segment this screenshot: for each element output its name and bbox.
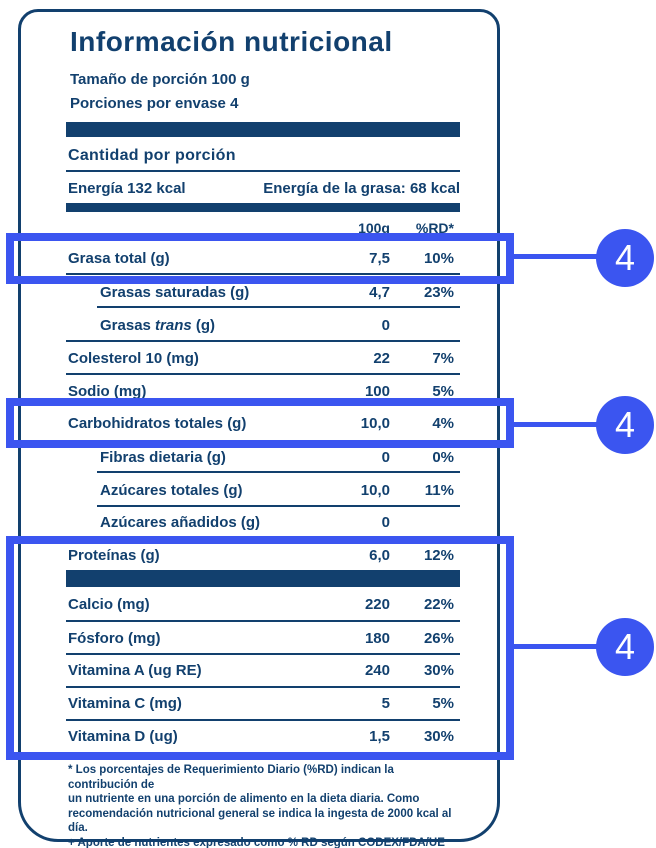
footnote-line: * Los porcentajes de Requerimiento Diario (%RD) indican la contribución de (68, 764, 394, 791)
row-value: 7,5 (369, 250, 390, 267)
row-rd: 30% (423, 728, 454, 745)
label-title: Información nutricional (70, 26, 393, 57)
row-value: 0 (381, 449, 390, 466)
row-label: Colesterol 10 (mg) (68, 350, 199, 367)
table-row-grasas-trans (68, 315, 460, 337)
row-value: 4,7 (369, 284, 390, 301)
callout-badge (596, 618, 654, 676)
row-rd: 5% (432, 695, 454, 712)
row-value: 1,5 (369, 728, 390, 745)
callout-connector (512, 422, 598, 427)
callout-connector (512, 254, 598, 259)
badge-label: 4 (614, 626, 636, 667)
badge-label: 4 (614, 404, 636, 445)
footnote (68, 763, 466, 848)
row-value: 240 (364, 662, 390, 679)
table-row-azucares-anadidos (68, 512, 460, 534)
row-label: Azúcares añadidos (g) (100, 514, 261, 531)
row-label: Vitamina A (ug RE) (68, 662, 202, 679)
highlight-box-grasa-total (6, 233, 514, 284)
column-header-rd: %RD* (415, 220, 454, 236)
separator-rule (66, 170, 460, 172)
row-rd: 7% (432, 350, 454, 367)
row-label: Carbohidratos totales (g) (68, 415, 247, 432)
row-value: 100 (364, 383, 390, 400)
row-value: 180 (364, 630, 390, 647)
row-value: 10,0 (360, 415, 390, 432)
row-rd: 22% (423, 596, 454, 613)
row-label: Grasas saturadas (g) (100, 284, 250, 301)
row-value: 10,0 (360, 482, 390, 499)
row-value: 0 (381, 514, 390, 531)
table-row-azucares-totales (68, 480, 460, 502)
row-label: Vitamina D (ug) (68, 728, 178, 745)
row-label: Fósforo (mg) (68, 630, 161, 647)
separator-rule (66, 340, 460, 342)
row-value: 5 (381, 695, 390, 712)
row-value: 0 (381, 317, 390, 334)
row-rd: 5% (432, 383, 454, 400)
column-header-100g: 100g (358, 220, 390, 236)
footnote-line: recomendación nutricional general se indica la ingesta de 2000 kcal al día. (68, 807, 452, 834)
serving-size: Tamaño de porción 100 g (70, 71, 250, 88)
badge-label: 4 (614, 237, 636, 278)
highlight-box-carbohidratos (6, 398, 514, 448)
row-value: 220 (364, 596, 390, 613)
row-label: Proteínas (g) (68, 547, 160, 564)
row-rd: 30% (423, 662, 454, 679)
footnote-line: + Aporte de nutrientes expresado como % RD según CODEX/FDA/UE (68, 836, 445, 848)
row-rd: 4% (432, 415, 454, 432)
separator-rule (97, 505, 460, 507)
row-rd: 26% (423, 630, 454, 647)
row-rd: 23% (423, 284, 454, 301)
energy-row (68, 178, 460, 200)
row-rd: 10% (423, 250, 454, 267)
callout-badge (596, 396, 654, 454)
energy-fat-value: Energía de la grasa: 68 kcal (263, 180, 460, 197)
table-row-grasas-saturadas (68, 282, 460, 304)
separator-rule (97, 471, 460, 473)
divider-bar-top (66, 122, 460, 137)
table-row-colesterol (68, 348, 460, 370)
row-label: Grasas trans (g) (100, 317, 216, 334)
footnote-line: un nutriente en una porción de alimento en la dieta diaria. Como (68, 793, 420, 805)
row-value: 6,0 (369, 547, 390, 564)
highlight-box-proteinas-vitaminas (6, 536, 514, 760)
amount-per-serving-heading: Cantidad por porción (68, 147, 236, 164)
row-label: Sodio (mg) (68, 383, 147, 400)
row-value: 22 (373, 350, 390, 367)
energy-value: Energía 132 kcal (68, 180, 186, 197)
row-rd: 12% (423, 547, 454, 564)
row-rd: 0% (432, 449, 454, 466)
row-rd: 11% (424, 482, 454, 499)
row-label: Fibras dietaria (g) (100, 449, 226, 466)
callout-badge (596, 229, 654, 287)
table-row-fibras (68, 447, 460, 469)
row-label: Calcio (mg) (68, 596, 150, 613)
row-label: Grasa total (g) (68, 250, 170, 267)
servings-per-container: Porciones por envase 4 (70, 95, 239, 112)
divider-bar-header (66, 203, 460, 212)
row-label: Azúcares totales (g) (100, 482, 243, 499)
separator-rule (66, 373, 460, 375)
row-label: Vitamina C (mg) (68, 695, 182, 712)
separator-rule (97, 306, 460, 308)
callout-connector (512, 644, 598, 649)
